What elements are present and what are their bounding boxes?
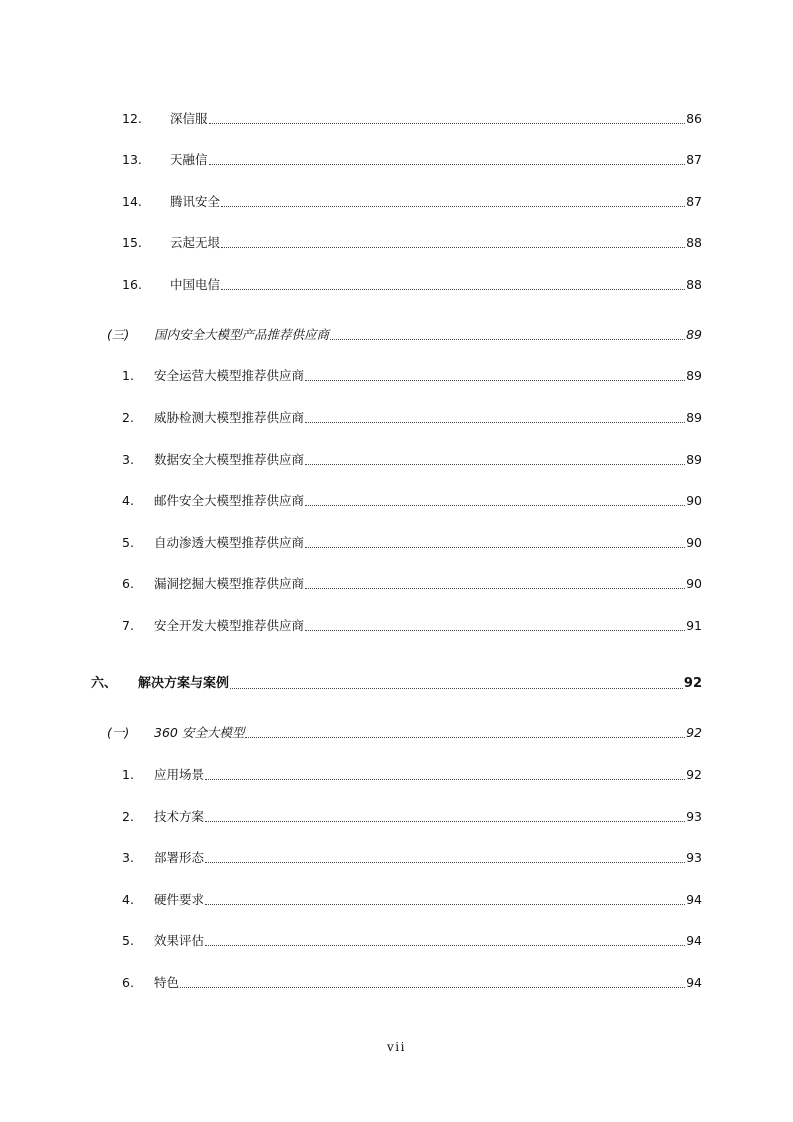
toc-entry-title: 云起无垠	[170, 235, 221, 250]
toc-entry-page: 89	[686, 452, 702, 467]
toc-entry-number: 2.	[122, 410, 134, 425]
toc-entry-page: 89	[686, 368, 702, 383]
toc-entry[interactable]	[122, 450, 702, 468]
toc-dot-leader	[205, 904, 685, 905]
toc-entry-number: (一)	[107, 725, 130, 740]
toc-entry-title: 安全运营大模型推荐供应商	[154, 368, 305, 383]
toc-entry-number: 1.	[122, 767, 134, 782]
toc-entry[interactable]	[122, 109, 702, 127]
toc-entry[interactable]	[122, 973, 702, 991]
toc-entry-number: 4.	[122, 493, 134, 508]
toc-entry-number: 15.	[122, 235, 142, 250]
toc-entry[interactable]	[122, 616, 702, 634]
toc-dot-leader	[305, 630, 685, 631]
toc-entry[interactable]	[122, 931, 702, 949]
toc-entry-title: 自动渗透大模型推荐供应商	[154, 535, 305, 550]
toc-dot-leader	[245, 737, 685, 738]
toc-entry[interactable]	[122, 150, 702, 168]
toc-entry-title: 腾讯安全	[170, 194, 221, 209]
toc-entry[interactable]	[122, 765, 702, 783]
toc-entry-number: 3.	[122, 452, 134, 467]
toc-entry-number: 12.	[122, 111, 142, 126]
toc-entry-title: 中国电信	[170, 277, 221, 292]
toc-entry-page: 91	[686, 618, 702, 633]
toc-entry-number: 5.	[122, 535, 134, 550]
toc-entry-page: 93	[686, 850, 702, 865]
toc-entry-title: 安全开发大模型推荐供应商	[154, 618, 305, 633]
toc-dot-leader	[221, 206, 685, 207]
toc-entry-page: 90	[686, 535, 702, 550]
toc-entry-page: 89	[686, 410, 702, 425]
toc-dot-leader	[205, 821, 685, 822]
page-number-footer: vii	[387, 1040, 406, 1054]
toc-entry[interactable]	[122, 275, 702, 293]
toc-entry-title: 数据安全大模型推荐供应商	[154, 452, 305, 467]
toc-entry-title: 360 安全大模型	[154, 725, 245, 740]
toc-entry[interactable]	[122, 366, 702, 384]
toc-entry-number: 3.	[122, 850, 134, 865]
toc-entry[interactable]	[122, 890, 702, 908]
toc-entry[interactable]	[122, 491, 702, 509]
toc-entry-number: (三)	[107, 327, 130, 342]
toc-entry-page: 94	[686, 975, 702, 990]
toc-entry-number: 7.	[122, 618, 134, 633]
toc-entry-page: 92	[686, 767, 702, 782]
toc-entry-page: 86	[686, 111, 702, 126]
toc-entry-page: 92	[686, 725, 702, 740]
toc-dot-leader	[230, 688, 683, 689]
toc-dot-leader	[305, 380, 685, 381]
toc-entry[interactable]	[122, 848, 702, 866]
toc-dot-leader	[205, 945, 685, 946]
toc-dot-leader	[305, 547, 685, 548]
toc-entry-title: 特色	[154, 975, 180, 990]
toc-entry-page: 92	[683, 676, 702, 691]
toc-entry-title: 效果评估	[154, 933, 205, 948]
toc-entry-number: 13.	[122, 152, 142, 167]
toc-entry-title: 应用场景	[154, 767, 205, 782]
toc-dot-leader	[209, 123, 686, 124]
toc-entry-title: 解决方案与案例	[138, 676, 230, 691]
toc-entry-title: 技术方案	[154, 809, 205, 824]
toc-entry-page: 88	[686, 235, 702, 250]
toc-entry-number: 5.	[122, 933, 134, 948]
toc-entry[interactable]	[122, 807, 702, 825]
toc-entry-page: 88	[686, 277, 702, 292]
toc-entry[interactable]	[122, 408, 702, 426]
toc-entry-page: 89	[686, 327, 702, 342]
toc-entry-title: 邮件安全大模型推荐供应商	[154, 493, 305, 508]
toc-entry-page: 94	[686, 892, 702, 907]
toc-entry[interactable]	[122, 192, 702, 210]
toc-dot-leader	[209, 164, 686, 165]
toc-entry-number: 4.	[122, 892, 134, 907]
toc-dot-leader	[205, 779, 685, 780]
toc-entry-title: 深信服	[170, 111, 208, 126]
toc-entry[interactable]	[107, 723, 702, 741]
toc-dot-leader	[305, 588, 685, 589]
toc-entry-page: 94	[686, 933, 702, 948]
toc-dot-leader	[305, 464, 685, 465]
toc-entry-number: 6.	[122, 975, 134, 990]
toc-entry-title: 天融信	[170, 152, 208, 167]
toc-dot-leader	[205, 862, 685, 863]
toc-entry[interactable]	[122, 574, 702, 592]
toc-dot-leader	[305, 422, 685, 423]
toc-dot-leader	[221, 247, 685, 248]
toc-entry[interactable]	[122, 533, 702, 551]
toc-dot-leader	[221, 289, 685, 290]
toc-entry-page: 90	[686, 493, 702, 508]
toc-entry-number: 2.	[122, 809, 134, 824]
toc-entry-number: 16.	[122, 277, 142, 292]
toc-dot-leader	[305, 505, 685, 506]
toc-entry[interactable]	[91, 674, 702, 692]
toc-entry-number: 6.	[122, 576, 134, 591]
toc-entry-title: 漏洞挖掘大模型推荐供应商	[154, 576, 305, 591]
toc-dot-leader	[330, 339, 685, 340]
toc-entry-number: 14.	[122, 194, 142, 209]
toc-entry[interactable]	[107, 325, 702, 343]
toc-entry-page: 87	[686, 194, 702, 209]
toc-entry[interactable]	[122, 233, 702, 251]
toc-entry-number: 1.	[122, 368, 134, 383]
toc-entry-number: 六、	[91, 676, 118, 691]
toc-entry-page: 93	[686, 809, 702, 824]
toc-dot-leader	[180, 987, 685, 988]
toc-entry-page: 90	[686, 576, 702, 591]
toc-entry-title: 国内安全大模型产品推荐供应商	[154, 327, 330, 342]
toc-entry-title: 威胁检测大模型推荐供应商	[154, 410, 305, 425]
toc-entry-title: 硬件要求	[154, 892, 205, 907]
toc-entry-title: 部署形态	[154, 850, 205, 865]
toc-entry-page: 87	[686, 152, 702, 167]
